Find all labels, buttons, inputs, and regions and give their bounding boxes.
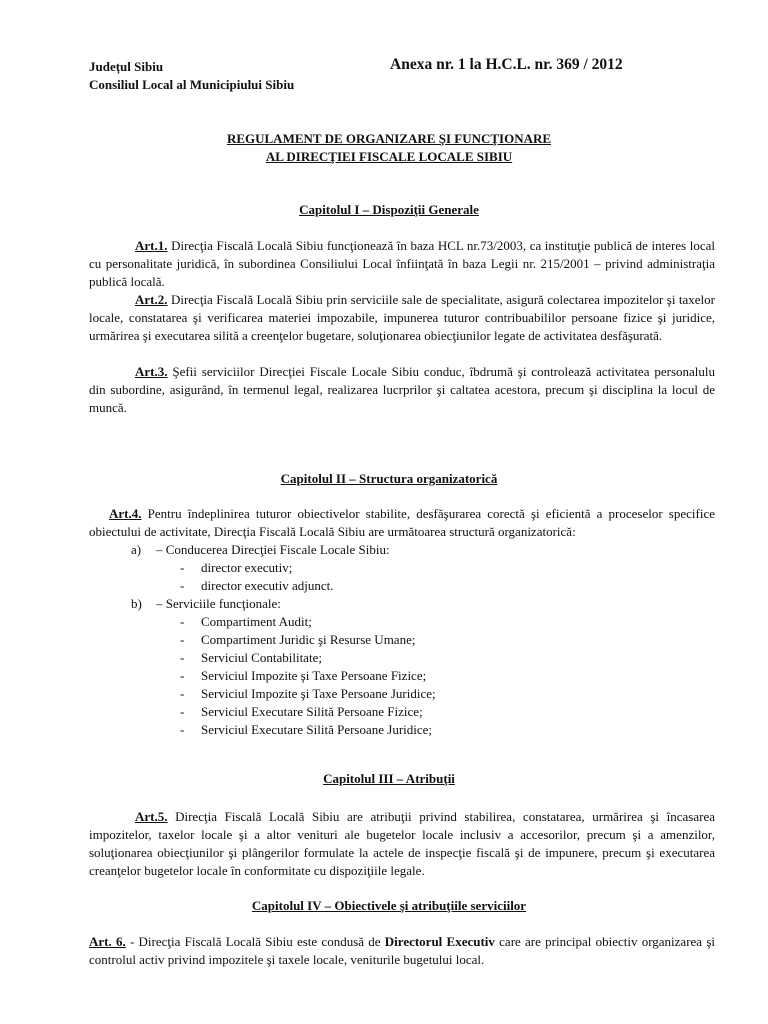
article-6-text-post: care are principal obiectiv organizarea şi controlul activ privind impozitele şi taxele locale, veniturile bugetului local. — [89, 934, 715, 967]
header-council: Consiliul Local al Municipiului Sibiu — [89, 77, 295, 92]
list-item-text: Serviciul Impozite şi Taxe Persoane Juridice; — [201, 686, 436, 701]
list-item-text: Serviciul Executare Silită Persoane Juridice; — [201, 722, 433, 737]
list-item — [89, 613, 715, 631]
list-dash: - — [180, 650, 185, 665]
list-item — [89, 685, 715, 703]
article-5 — [89, 808, 715, 880]
list-item-text: Serviciul Executare Silită Persoane Fizice; — [201, 704, 423, 719]
article-1-label: Art.1. — [135, 238, 168, 253]
article-6-text-pre: - Direcţia Fiscală Locală Sibiu este condusă de — [125, 934, 385, 949]
list-item-text: Serviciul Impozite şi Taxe Persoane Fizice; — [201, 668, 427, 683]
chapter-3-heading: Capitolul III – Atribuţii — [323, 771, 455, 786]
list-item-text: director executiv; — [201, 560, 293, 575]
article-6 — [89, 933, 715, 969]
title-line-2: AL DIRECŢIEI FISCALE LOCALE SIBIU — [265, 149, 513, 164]
list-item — [89, 559, 715, 577]
article-3 — [89, 363, 715, 417]
list-item-text: – Serviciile funcţionale: — [156, 596, 281, 611]
article-3-text: Şefii serviciilor Direcţiei Fiscale Locale Sibiu conduc, îbdrumă şi controlează activitatea personalulu din subordine, asigurând, în termenul legal, realizarea lucrprilor şi caltatea acestora, precum şi disciplina la locul de muncă. — [89, 364, 715, 415]
list-dash: - — [180, 704, 185, 719]
article-4-label: Art.4. — [109, 506, 142, 521]
article-2-label: Art.2. — [135, 292, 168, 307]
list-item — [89, 577, 715, 595]
list-item — [89, 703, 715, 721]
list-item-text: Compartiment Juridic şi Resurse Umane; — [201, 632, 416, 647]
list-marker: a) — [131, 542, 142, 557]
header-issuer — [89, 58, 294, 94]
article-6-label: Art. 6. — [89, 934, 126, 949]
list-dash: - — [180, 632, 185, 647]
list-item — [89, 667, 715, 685]
article-2 — [89, 291, 715, 345]
header-annex: Anexa nr. 1 la H.C.L. nr. 369 / 2012 — [390, 56, 623, 73]
article-6-bold-term: Directorul Executiv — [384, 934, 495, 949]
chapter-4-heading: Capitolul IV – Obiectivele şi atribuţiile serviciilor — [251, 898, 527, 913]
list-marker: b) — [131, 596, 142, 611]
header-county: Județul Sibiu — [89, 59, 164, 74]
article-3-label: Art.3. — [135, 364, 168, 379]
list-item — [89, 649, 715, 667]
list-item-text: Compartiment Audit; — [201, 614, 312, 629]
list-dash: - — [180, 614, 185, 629]
article-1 — [89, 237, 715, 291]
list-dash: - — [180, 668, 185, 683]
structure-list — [89, 541, 715, 739]
chapter-1-heading: Capitolul I – Dispoziţii Generale — [299, 202, 479, 217]
list-dash: - — [180, 722, 185, 737]
chapter-2-heading: Capitolul II – Structura organizatorică — [280, 471, 498, 486]
article-1-text: Direcţia Fiscală Locală Sibiu funcţionează în baza HCL nr.73/2003, ca instituţie publică de interes local cu personalitate juridică, în subordinea Consiliului Local înfiinţată în baza Legii nr. 215/2001 – privind administraţia publică locală. — [89, 238, 715, 289]
list-item-text: – Conducerea Direcţiei Fiscale Locale Sibiu: — [156, 542, 390, 557]
document-title — [89, 130, 689, 166]
list-dash: - — [180, 578, 185, 593]
list-item-text: director executiv adjunct. — [201, 578, 334, 593]
list-item — [89, 541, 715, 559]
list-item — [89, 631, 715, 649]
list-item-text: Serviciul Contabilitate; — [201, 650, 322, 665]
article-5-label: Art.5. — [135, 809, 168, 824]
list-dash: - — [180, 686, 185, 701]
article-4 — [89, 505, 715, 541]
article-2-text: Direcţia Fiscală Locală Sibiu prin serviciile sale de specialitate, asigură colectarea impozitelor şi taxelor locale, constatarea şi verificarea materiei impozabile, impunerea tuturor contribuabililor persoane fizice şi juridice, urmărirea şi executarea silită a creenţelor bugetare, soluţionarea obiecţiunilor legate de activitatea desfăşurată. — [89, 292, 715, 343]
article-5-text: Direcţia Fiscală Locală Sibiu are atribuţii privind stabilirea, constatarea, urmărirea şi încasarea impozitelor, taxelor locale şi a altor venituri ale bugetelor locale inclusiv a accesorilor, precum şi a amenzilor, soluţionarea obiecţiunilor şi plângerilor formulate la actele de inspecţie fiscală şi de impunere, precum şi executarea creanţelor bugetelor locale în conformitate cu dispoziţiile legale. — [89, 809, 715, 878]
list-dash: - — [180, 560, 185, 575]
title-line-1: REGULAMENT DE ORGANIZARE ŞI FUNCŢIONARE — [226, 131, 552, 146]
article-4-text: Pentru îndeplinirea tuturor obiectivelor stabilite, desfăşurarea corectă şi eficientă a proceselor specifice obiectului de activitate, Direcţia Fiscală Locală Sibiu are următoarea structură organizatorică: — [89, 506, 715, 539]
list-item — [89, 595, 715, 613]
list-item — [89, 721, 715, 739]
